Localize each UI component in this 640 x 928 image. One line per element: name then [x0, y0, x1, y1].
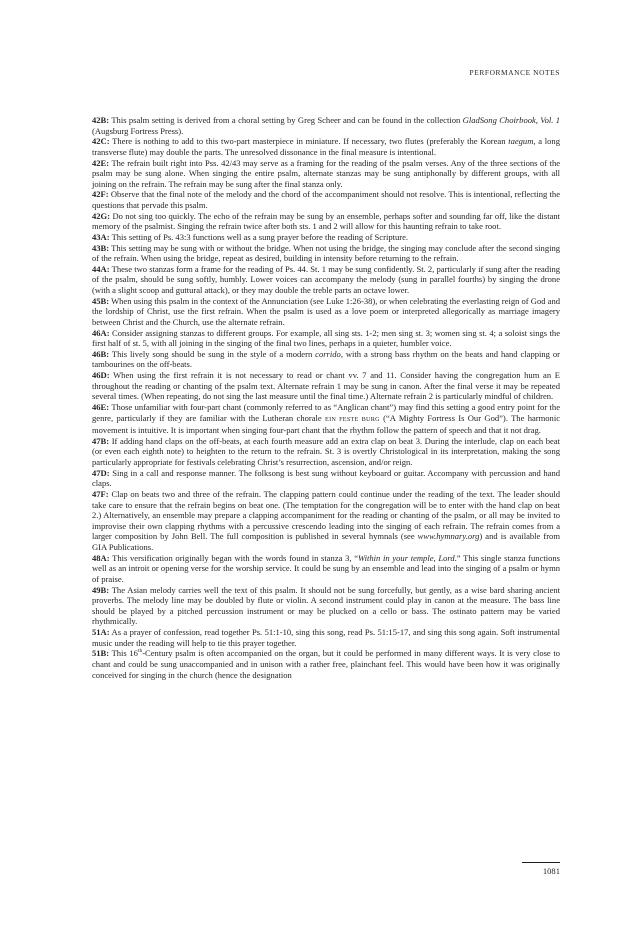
note-italic-text: Within in your temple, Lord [358, 552, 455, 563]
performance-note [92, 349, 560, 370]
performance-note [92, 189, 560, 210]
performance-note [92, 264, 560, 296]
note-text: This setting of Ps. 43:3 functions well as a sung prayer before the reading of Scripture. [111, 231, 409, 242]
performance-note [92, 627, 560, 648]
note-text: When using the first refrain it is not necessary to read or chant vv. 7 and 11. Consider having the congregation hum an E throughout the reading or chanting of the psalm text. Alternate refrain 1 may be sung in canon. After the final verse it may be repeated several times. (When repeating, do not sing the last measure until the final time.) Alternate refrain 2 is particularly mindful of children. [92, 370, 560, 402]
running-head: PERFORMANCE NOTES [469, 68, 560, 77]
performance-note [92, 136, 560, 157]
note-text: When using this psalm in the context of the Annunciation (see Luke 1:26-38), or when celebrating the everlasting reign of God and the lordship of Christ, use the first refrain. When the psalm is used as a love poem or interpreted allegorically as marriage imagery between Christ and the Church, use the alternate refrain. [92, 295, 560, 327]
note-text: .” This single stanza functions well as an introit or opening verse for the worship service. It could be sung by an ensemble and lead into the singing of a psalm or hymn of praise. [92, 552, 560, 584]
note-label: 46B: [92, 348, 110, 359]
note-text: (Augsburg Fortress Press). [92, 125, 184, 136]
note-label: 42B: [92, 115, 110, 125]
note-label: 43A: [92, 231, 110, 242]
performance-note [92, 648, 560, 680]
note-italic-text: www.hymnary.org [417, 531, 480, 542]
note-text: Do not sing too quickly. The echo of the refrain may be sung by an ensemble, perhaps softer and sounding far off, like the distant memory of the psalmist. Singing the refrain twice after both sts. 1 and 2 will allow for this haunting refrain to take root. [92, 210, 561, 232]
note-text: This versification originally began with the words found in stanza 3, “ [112, 552, 358, 563]
note-label: 47B: [92, 435, 110, 446]
performance-note [92, 211, 560, 232]
note-text: ) and is available from GIA Publications. [92, 531, 560, 552]
note-text: There is nothing to add to this two-part masterpiece in miniature. If necessary, two flutes (preferably the Korean [112, 136, 509, 147]
note-text: The Asian melody carries well the text of this psalm. It should not be sung forcefully, but gently, as a wise bard sharing ancient proverbs. The melody line may be doubled by flute or violin. A second instrument could play in canon at the measure. The bass line should be played by a pitched percussion instrument or may be plucked on a cello or bass. The ostinato pattern may be varied rhythmically. [92, 584, 561, 627]
note-label: 42G: [92, 210, 111, 221]
note-text: -Century psalm is often accompanied on the organ, but it could be performed in many different ways. It is very close to chant and could be sung unaccompanied and in unison with a rather free, plainchant feel. This would have been how it was originally conceived for singing in the church (hence the designation [92, 648, 560, 680]
note-label: 46E: [92, 401, 110, 412]
performance-note [92, 243, 560, 264]
note-text: This 16 [111, 648, 138, 659]
note-text: , with a strong bass rhythm on the beats and hand clapping or tambourines on the off-beats. [92, 348, 560, 370]
note-text: Consider assigning stanzas to different groups. For example, all sing sts. 1-2; men sing st. 3; women sing st. 4; a soloist sings the first half of st. 5, with all joining in the singing of the final two lines, perhaps in a quieter, humbler voice. [92, 327, 560, 349]
performance-note [92, 328, 560, 349]
note-text: (“A Mighty Fortress Is Our God”). The harmonic movement is intuitive. It is important when singing four-part chant that the rhythm follow the pattern of speech and that it not drag. [92, 412, 560, 436]
performance-note [92, 232, 560, 243]
note-label: 49B: [92, 584, 110, 595]
note-label: 46A: [92, 327, 110, 338]
performance-note [92, 468, 560, 489]
note-text: , a long transverse flute) may double the parts. The unresolved dissonance in the final measure is intentional. [92, 136, 560, 157]
note-text: These two stanzas form a frame for the reading of Ps. 44. St. 1 may be sung confidently. St. 2, particularly if sung after the reading of the psalm, should be sung softly, humbly. Lower voices can accompany the melody (sung in parallel fourths) by singing the drone (with a slight scoop and guttural attack), or they may double the treble parts an octave lower. [92, 263, 560, 295]
note-text: Clap on beats two and three of the refrain. The clapping pattern could continue under the reading of the text. The leader should take care to ensure that the refrain begins on beat one. (The temptation for the congregation will be to enter with the hand clap on beat 2.) Alternatively, an ensemble may prepare a clapping accompaniment for the reading or chanting of the psalm, or all may be invited to improvise their own clapping rhythms with a percussive crescendo leading into the singing of each refrain. The refrain comes from a larger composition by John Bell. The full composition is published in several hymnals (see [92, 488, 561, 542]
note-italic-text: GladSong Choirbook, Vol. 1 [462, 115, 561, 125]
note-label: 47D: [92, 467, 110, 478]
performance-note [92, 585, 560, 628]
performance-note [92, 296, 560, 328]
performance-notes-list [92, 115, 560, 680]
note-label: 51A: [92, 627, 110, 637]
note-label: 48A: [92, 552, 110, 563]
performance-note [92, 158, 560, 190]
note-italic-text: taegum [508, 136, 534, 147]
performance-note [92, 489, 560, 553]
page-number: 1081 [542, 866, 560, 876]
note-text: This psalm setting is derived from a choral setting by Greg Scheer and can be found in the collection [111, 115, 463, 125]
note-text: As a prayer of confession, read together Ps. 51:1-10, sing this song, read Ps. 51:15-17, and sing this song again. Soft instrumental music under the reading will help to tie this prayer together. [92, 627, 561, 648]
note-label: 43B: [92, 242, 110, 253]
note-label: 46D: [92, 370, 110, 380]
note-text: Sing in a call and response manner. The folksong is best sung without keyboard or guitar. Accompany with percussion and hand claps. [92, 467, 560, 489]
note-small-caps-text: EIN FESTE BURG [325, 415, 380, 423]
note-label: 42C: [92, 136, 110, 147]
note-text: Those unfamiliar with four-part chant (commonly referred to as “Anglican chant”) may find this setting a good entry point for the genre, particularly if they are familiar with the Lutheran chorale [92, 401, 560, 423]
note-text: If adding hand claps on the off-beats, at each fourth measure add an extra clap on beat 3. During the interlude, clap on each beat (or even each eighth note) to heighten to the return to the refrain. St. 3 is overtly Christological in its interpretation, making the song particularly appropriate for festivals celebrating Christ’s resurrection, ascension, and/or reign. [92, 435, 561, 467]
note-label: 51B: [92, 648, 110, 659]
performance-note [92, 370, 560, 402]
note-text: The refrain built right into Pss. 42/43 may serve as a framing for the reading of the psalm verses. Any of the three sections of the psalm may be sung alone. When singing the entire psalm, alternate stanzas may be sung antiphonally by different groups, with all joining on the refrain. The refrain may be sung after the final stanza only. [92, 157, 561, 189]
note-label: 42E: [92, 157, 110, 168]
note-label: 47F: [92, 488, 109, 499]
note-label: 42F: [92, 189, 109, 200]
note-label: 44A: [92, 263, 110, 274]
note-text: Observe that the final note of the melody and the chord of the accompaniment should not resolve. This is intentional, reflecting the questions that pervade this psalm. [92, 189, 560, 210]
note-text: This lively song should be sung in the style of a modern [111, 348, 316, 359]
performance-note [92, 402, 560, 436]
note-italic-text: corrido [315, 348, 341, 359]
performance-note [92, 553, 560, 585]
performance-note [92, 436, 560, 468]
note-superscript: th [137, 648, 143, 655]
performance-note [92, 115, 560, 136]
footer-rule [522, 862, 560, 863]
note-label: 45B: [92, 295, 110, 306]
note-text: This setting may be sung with or without the bridge. When not using the bridge, the singing may conclude after the second singing of the refrain. When using the bridge, repeat as desired, building in intensity before returning to the refrain. [92, 242, 561, 264]
